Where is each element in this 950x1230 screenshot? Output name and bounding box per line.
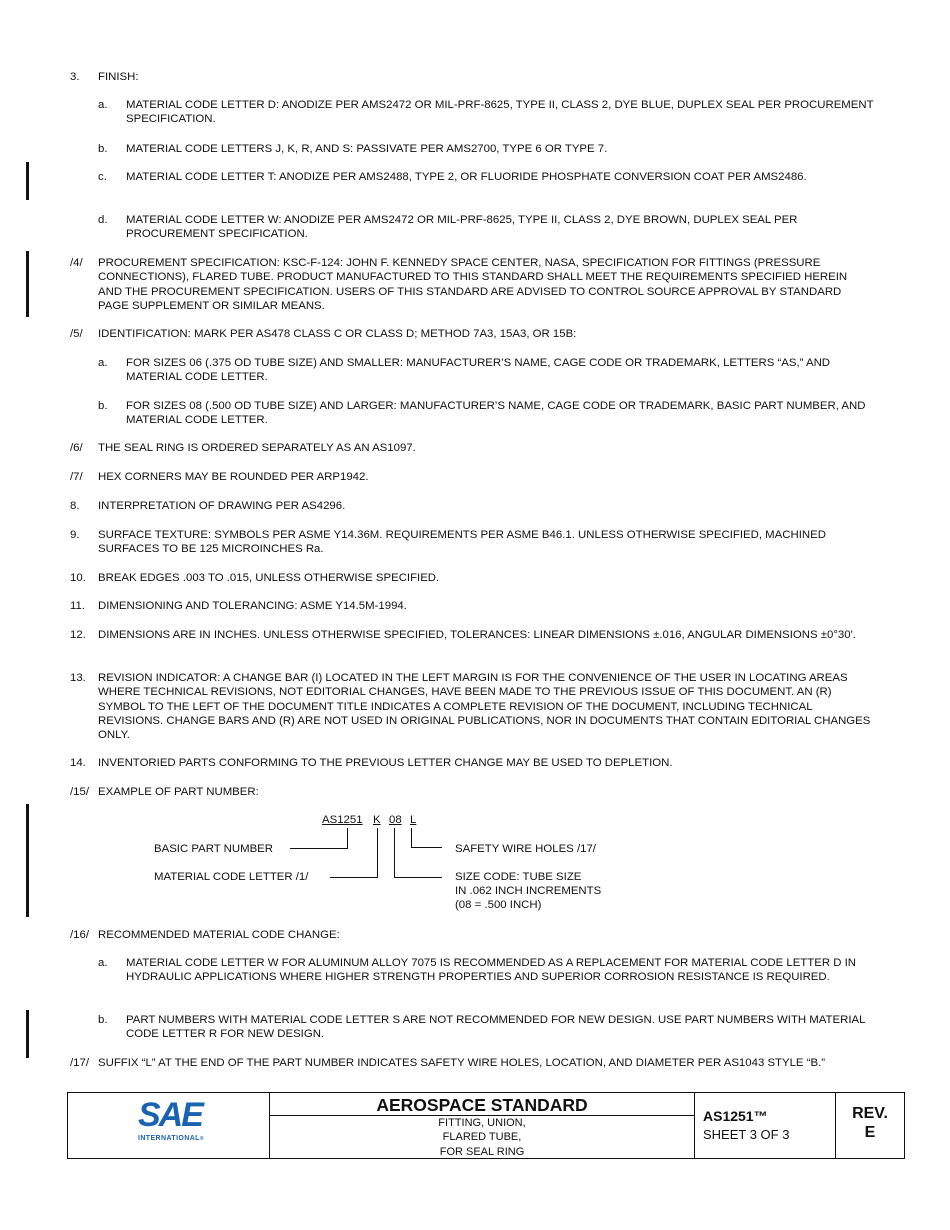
item-label: b.	[98, 400, 108, 412]
note-number: /17/	[70, 1057, 89, 1069]
list-item: PART NUMBERS WITH MATERIAL CODE LETTER S ARE NOT RECOMMENDED FOR NEW DESIGN. USE PART NUMBERS WITH MATERIAL CODE LETTER R FOR NEW DESIGN.	[126, 1014, 865, 1041]
item-label: a.	[98, 357, 108, 369]
safety-wire-label: SAFETY WIRE HOLES /17/	[455, 843, 596, 855]
note-number: /4/	[70, 257, 83, 269]
note-text: PROCUREMENT SPECIFICATION: KSC-F-124: JOHN F. KENNEDY SPACE CENTER, NASA, SPECIFICATION FOR FITTINGS (PRESSURE CONNECTIONS), FLARED TUBE. PRODUCT MANUFACTURED TO THIS STANDARD SHALL MEET THE REQUIREMENTS SPECIFIED HEREIN AND THE PROCUREMENT SPECIFICATION. USERS OF THIS STANDARD ARE ADVISED TO CONTROL SOURCE APPROVAL BY STANDARD PAGE SUPPLEMENT OR SIMILAR MEANS.	[98, 257, 848, 312]
document-description	[270, 1116, 694, 1159]
leader-line	[411, 828, 412, 848]
change-bar	[26, 162, 29, 200]
sheet-number: SHEET 3 OF 3	[703, 1127, 790, 1142]
part-number-material: K	[373, 814, 381, 826]
note-text: REVISION INDICATOR: A CHANGE BAR (I) LOCATED IN THE LEFT MARGIN IS FOR THE CONVENIENCE OF THE USER IN LOCATING AREAS WHERE TECHNICAL REVISIONS, NOT EDITORIAL CHANGES, HAVE BEEN MADE TO THE PREVIOUS ISSUE OF THIS DOCUMENT. AN (R) SYMBOL TO THE LEFT OF THE DOCUMENT TITLE INDICATES A COMPLETE REVISION OF THE DOCUMENT, INCLUDING TECHNICAL REVISIONS. CHANGE BARS AND (R) ARE NOT USED IN ORIGINAL PUBLICATIONS, NOR IN DOCUMENTS THAT CONTAIN EDITORIAL CHANGES ONLY.	[98, 672, 871, 742]
item-label: b.	[98, 143, 108, 155]
note-number: 13.	[70, 672, 86, 684]
part-number-base: AS1251	[322, 814, 363, 826]
note-number: 3.	[70, 71, 80, 83]
list-item: MATERIAL CODE LETTER T: ANODIZE PER AMS2488, TYPE 2, OR FLUORIDE PHOSPHATE CONVERSION COAT PER AMS2486.	[126, 171, 807, 183]
note-text: RECOMMENDED MATERIAL CODE CHANGE:	[98, 929, 340, 941]
note-text: SURFACE TEXTURE: SYMBOLS PER ASME Y14.36M. REQUIREMENTS PER ASME B46.1. UNLESS OTHERWISE SPECIFIED, MACHINED SURFACES TO BE 125 MICROINCHES Ra.	[98, 529, 826, 556]
change-bar	[26, 804, 29, 917]
item-label: a.	[98, 957, 108, 969]
note-text: DIMENSIONING AND TOLERANCING: ASME Y14.5M-1994.	[98, 600, 407, 612]
leader-line	[347, 828, 348, 849]
leader-line	[411, 847, 442, 848]
item-label: b.	[98, 1014, 108, 1026]
note-text: BREAK EDGES .003 TO .015, UNLESS OTHERWISE SPECIFIED.	[98, 572, 440, 584]
sae-logo-intl: INTERNATIONAL	[138, 1135, 200, 1142]
registered-mark: ®	[199, 1136, 204, 1142]
note-number: 9.	[70, 529, 80, 541]
note-text: DIMENSIONS ARE IN INCHES. UNLESS OTHERWISE SPECIFIED, TOLERANCES: LINEAR DIMENSIONS ±.016, ANGULAR DIMENSIONS ±0°30'.	[98, 629, 856, 641]
leader-line	[377, 828, 378, 878]
note-text: HEX CORNERS MAY BE ROUNDED PER ARP1942.	[98, 471, 369, 483]
size-code-label: (08 = .500 INCH)	[455, 899, 542, 911]
note-number: 8.	[70, 500, 80, 512]
note-text: SUFFIX “L” AT THE END OF THE PART NUMBER INDICATES SAFETY WIRE HOLES, LOCATION, AND DIAMETER PER AS1043 STYLE “B.”	[98, 1057, 826, 1069]
note-text: INVENTORIED PARTS CONFORMING TO THE PREVIOUS LETTER CHANGE MAY BE USED TO DEPLETION.	[98, 757, 673, 769]
list-item: MATERIAL CODE LETTER W FOR ALUMINUM ALLOY 7075 IS RECOMMENDED AS A REPLACEMENT FOR MATERIAL CODE LETTER D IN HYDRAULIC APPLICATIONS WHERE HIGHER STRENGTH PROPERTIES AND SUPERIOR CORROSION RESISTANCE IS REQUIRED.	[126, 957, 856, 984]
doc-number-cell	[695, 1093, 836, 1158]
list-item: MATERIAL CODE LETTER D: ANODIZE PER AMS2472 OR MIL-PRF-8625, TYPE II, CLASS 2, DYE BLUE, DUPLEX SEAL PER PROCUREMENT SPECIFICATION.	[126, 99, 874, 126]
basic-part-number-label: BASIC PART NUMBER	[154, 843, 273, 855]
note-text: THE SEAL RING IS ORDERED SEPARATELY AS AN AS1097.	[98, 442, 416, 454]
document-title: AEROSPACE STANDARD	[270, 1093, 694, 1116]
note-title: FINISH:	[98, 71, 139, 83]
logo-cell	[68, 1093, 270, 1158]
sae-logo-sub	[138, 1133, 204, 1144]
description-line: FOR SEAL RING	[439, 1145, 525, 1158]
leader-line	[394, 828, 395, 878]
note-number: 10.	[70, 572, 86, 584]
change-bar	[26, 1010, 29, 1058]
item-label: c.	[98, 171, 107, 183]
description-line: FLARED TUBE,	[442, 1131, 522, 1144]
item-label: a.	[98, 99, 108, 111]
note-text: EXAMPLE OF PART NUMBER:	[98, 786, 259, 798]
list-item: MATERIAL CODE LETTERS J, K, R, AND S: PASSIVATE PER AMS2700, TYPE 6 OR TYPE 7.	[126, 143, 608, 155]
revision-label: REV.	[852, 1105, 888, 1122]
note-number: /7/	[70, 471, 83, 483]
note-number: /15/	[70, 786, 89, 798]
description-line: FITTING, UNION,	[438, 1117, 526, 1129]
list-item: FOR SIZES 06 (.375 OD TUBE SIZE) AND SMALLER: MANUFACTURER’S NAME, CAGE CODE OR TRADEMARK, LETTERS “AS,” AND MATERIAL CODE LETTER.	[126, 357, 831, 384]
document-number: AS1251™	[703, 1108, 768, 1124]
sae-logo: SAE	[138, 1096, 202, 1134]
part-number-size: 08	[389, 814, 402, 826]
title-block	[67, 1092, 905, 1159]
size-code-label: SIZE CODE: TUBE SIZE	[455, 871, 582, 883]
change-bar	[26, 251, 29, 317]
material-code-label: MATERIAL CODE LETTER /1/	[154, 871, 309, 883]
revision-value: E	[864, 1124, 876, 1141]
note-number: 14.	[70, 757, 86, 769]
title-cell	[270, 1093, 695, 1158]
list-item: MATERIAL CODE LETTER W: ANODIZE PER AMS2472 OR MIL-PRF-8625, TYPE II, CLASS 2, DYE BROWN, DUPLEX SEAL PER PROCUREMENT SPECIFICATION.	[126, 214, 798, 241]
note-number: /5/	[70, 328, 83, 340]
list-item: FOR SIZES 08 (.500 OD TUBE SIZE) AND LARGER: MANUFACTURER’S NAME, CAGE CODE OR TRADEMARK, BASIC PART NUMBER, AND MATERIAL CODE LETTER.	[126, 400, 866, 427]
revision-cell	[836, 1093, 904, 1158]
note-text: IDENTIFICATION: MARK PER AS478 CLASS C OR CLASS D; METHOD 7A3, 15A3, OR 15B:	[98, 328, 577, 340]
leader-line	[394, 877, 442, 878]
size-code-label: IN .062 INCH INCREMENTS	[455, 885, 602, 897]
note-number: /16/	[70, 929, 89, 941]
leader-line	[290, 848, 348, 849]
leader-line	[330, 877, 378, 878]
note-number: 12.	[70, 629, 86, 641]
part-number-suffix: L	[410, 814, 417, 826]
item-label: d.	[98, 214, 108, 226]
note-text: INTERPRETATION OF DRAWING PER AS4296.	[98, 500, 346, 512]
note-number: /6/	[70, 442, 83, 454]
note-number: 11.	[70, 600, 85, 612]
